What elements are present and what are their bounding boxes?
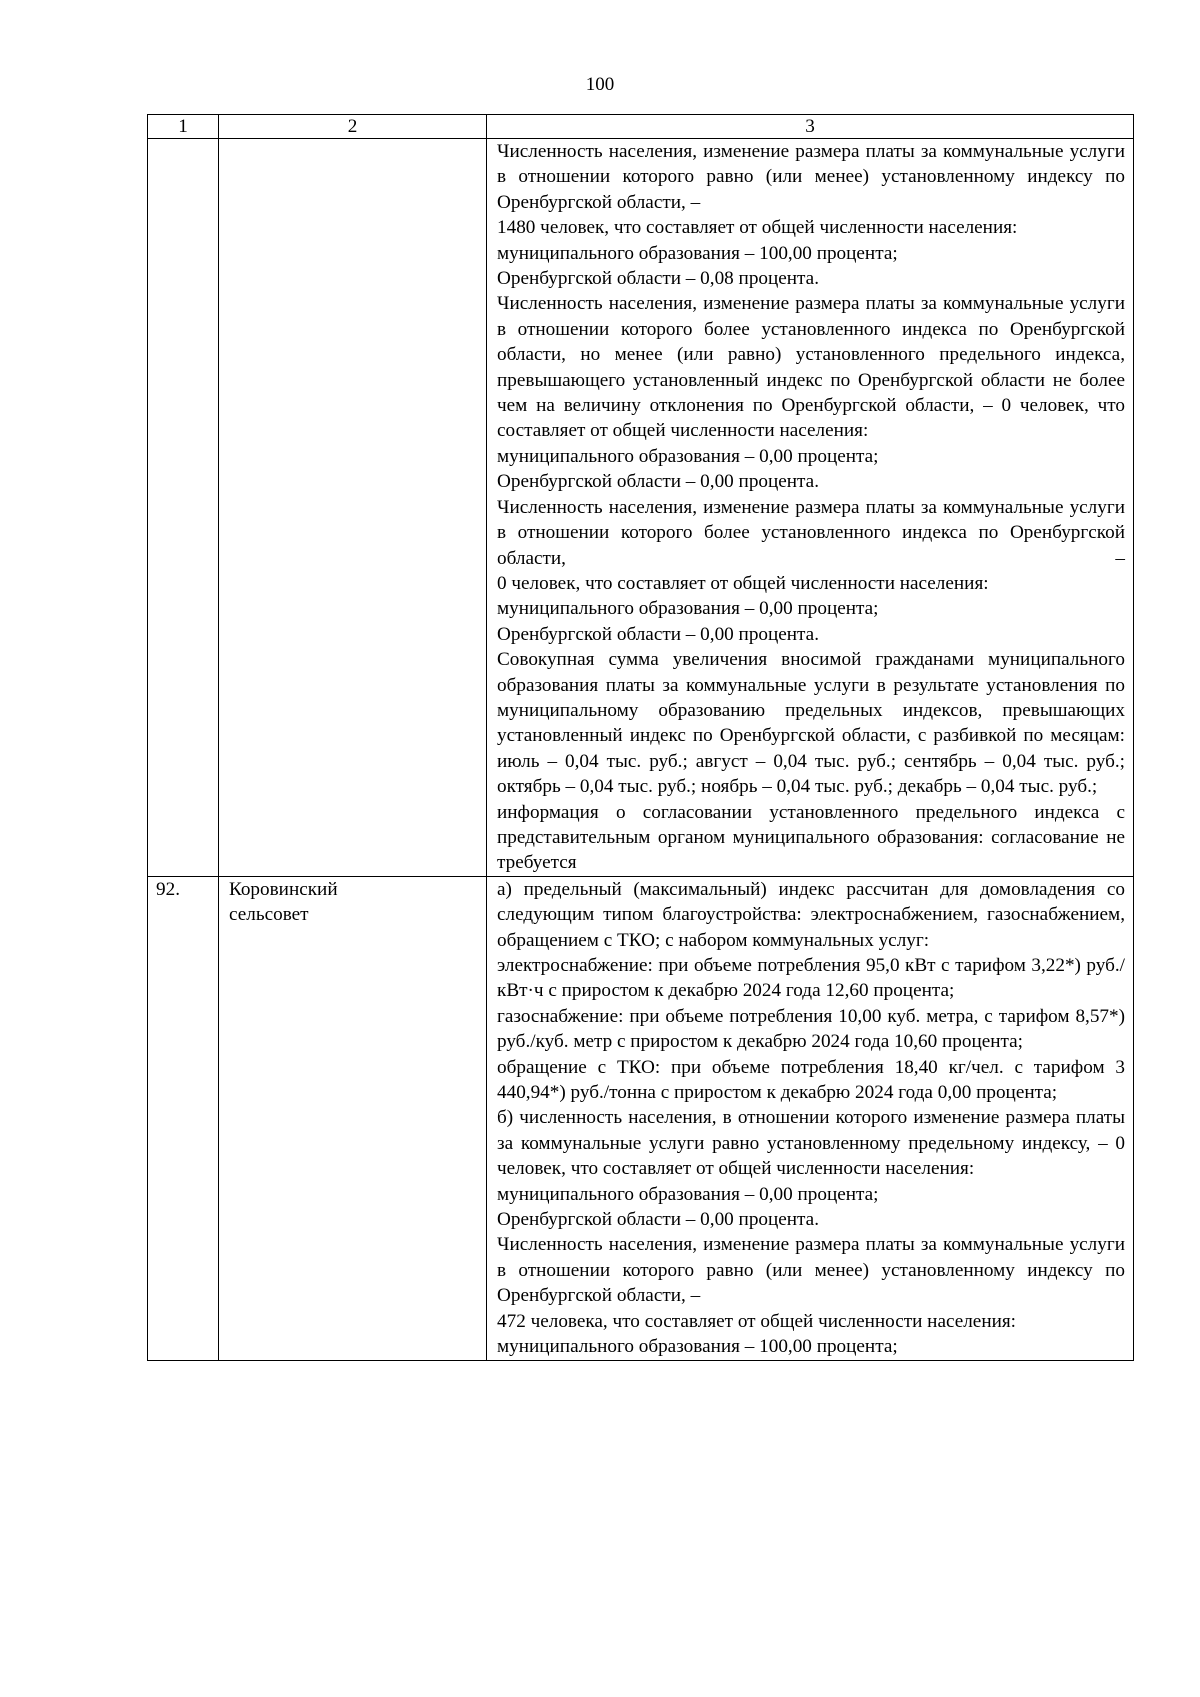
paragraph: 472 человека, что составляет от общей численности населения: — [497, 1310, 1017, 1332]
table-row — [148, 876, 1134, 1360]
paragraph: Оренбургской области – 0,08 процента. — [497, 268, 819, 290]
paragraph: Численность населения, изменение размера платы за коммунальные услуги в отношении которого более установленного индекса по Оренбургской области, но менее (или равно) установленного предельного индекса, превышающего установленный индекс по Оренбургской области не более чем на величину отклонения по Оренбургской области, – 0 человек, что составляет от общей численности населения: — [497, 293, 1125, 442]
paragraph: Численность населения, изменение размера платы за коммунальные услуги в отношении которого равно (или менее) установленному индексу по Оренбургской области, – — [497, 1234, 1125, 1307]
paragraph: информация о согласовании установленного предельного индекса с представительным органом муниципального образования: согласование не требуется — [497, 801, 1125, 874]
municipality-name-cell — [219, 139, 487, 877]
column-header-2: 2 — [219, 115, 487, 139]
paragraph: муниципального образования – 0,00 процента; — [497, 1183, 879, 1205]
paragraph: Численность населения, изменение размера платы за коммунальные услуги в отношении которого равно (или менее) установленному индексу по Оренбургской области, – — [497, 141, 1125, 213]
paragraph: муниципального образования – 0,00 процента; — [497, 598, 879, 620]
paragraph: Оренбургской области – 0,00 процента. — [497, 471, 819, 493]
paragraph: а) предельный (максимальный) индекс рассчитан для домовладения со следующим типом благоустройства: электроснабжением, газоснабжением, обращением с ТКО; с набором коммунальных услуг: — [497, 878, 1125, 951]
description-cell — [487, 876, 1134, 1360]
municipality-name-line: Коровинский — [229, 878, 338, 900]
page-number: 100 — [585, 74, 615, 95]
row-number-cell — [148, 139, 219, 877]
municipality-name-line: сельсовет — [229, 904, 309, 926]
paragraph: муниципального образования – 100,00 процента; — [497, 242, 898, 264]
paragraph: муниципального образования – 0,00 процента; — [497, 445, 879, 467]
paragraph: муниципального образования – 100,00 процента; — [497, 1336, 898, 1358]
paragraph: газоснабжение: при объеме потребления 10,00 куб. метра, с тарифом 8,57*) руб./куб. метр с приростом к декабрю 2024 года 10,60 процента; — [497, 1005, 1125, 1053]
paragraph: 0 человек, что составляет от общей численности населения: — [497, 572, 989, 594]
data-table — [147, 114, 1134, 1361]
paragraph: б) численность населения, в отношении которого изменение размера платы за коммунальные услуги равно установленному предельному индексу, – 0 человек, что составляет от общей численности населения: — [497, 1107, 1125, 1180]
row-number-cell: 92. — [148, 876, 219, 1360]
table-row — [148, 139, 1134, 877]
description-cell — [487, 139, 1134, 877]
paragraph: 1480 человек, что составляет от общей численности населения: — [497, 217, 1018, 239]
table-header-row — [148, 115, 1134, 139]
paragraph: Совокупная сумма увеличения вносимой гражданами муниципального образования платы за коммунальные услуги в результате установления по муниципальному образованию предельных индексов, превышающих установленный индекс по Оренбургской области, с разбивкой по месяцам: июль – 0,04 тыс. руб.; август – 0,04 тыс. руб.; сентябрь – 0,04 тыс. руб.; октябрь – 0,04 тыс. руб.; ноябрь – 0,04 тыс. руб.; декабрь – 0,04 тыс. руб.; — [497, 649, 1125, 798]
paragraph: электроснабжение: при объеме потребления 95,0 кВт с тарифом 3,22*) руб./кВт·ч с приростом к декабрю 2024 года 12,60 процента; — [497, 955, 1125, 1002]
column-header-1: 1 — [148, 115, 219, 139]
paragraph: Оренбургской области – 0,00 процента. — [497, 623, 819, 645]
paragraph: обращение с ТКО: при объеме потребления 18,40 кг/чел. с тарифом 3 440,94*) руб./тонна с приростом к декабрю 2024 года 0,00 процента; — [497, 1056, 1125, 1104]
paragraph: Оренбургской области – 0,00 процента. — [497, 1209, 819, 1231]
municipality-name-cell — [219, 876, 487, 1360]
paragraph: Численность населения, изменение размера платы за коммунальные услуги в отношении которого более установленного индекса по Оренбургской области, – — [497, 496, 1125, 569]
column-header-3: 3 — [487, 115, 1134, 139]
